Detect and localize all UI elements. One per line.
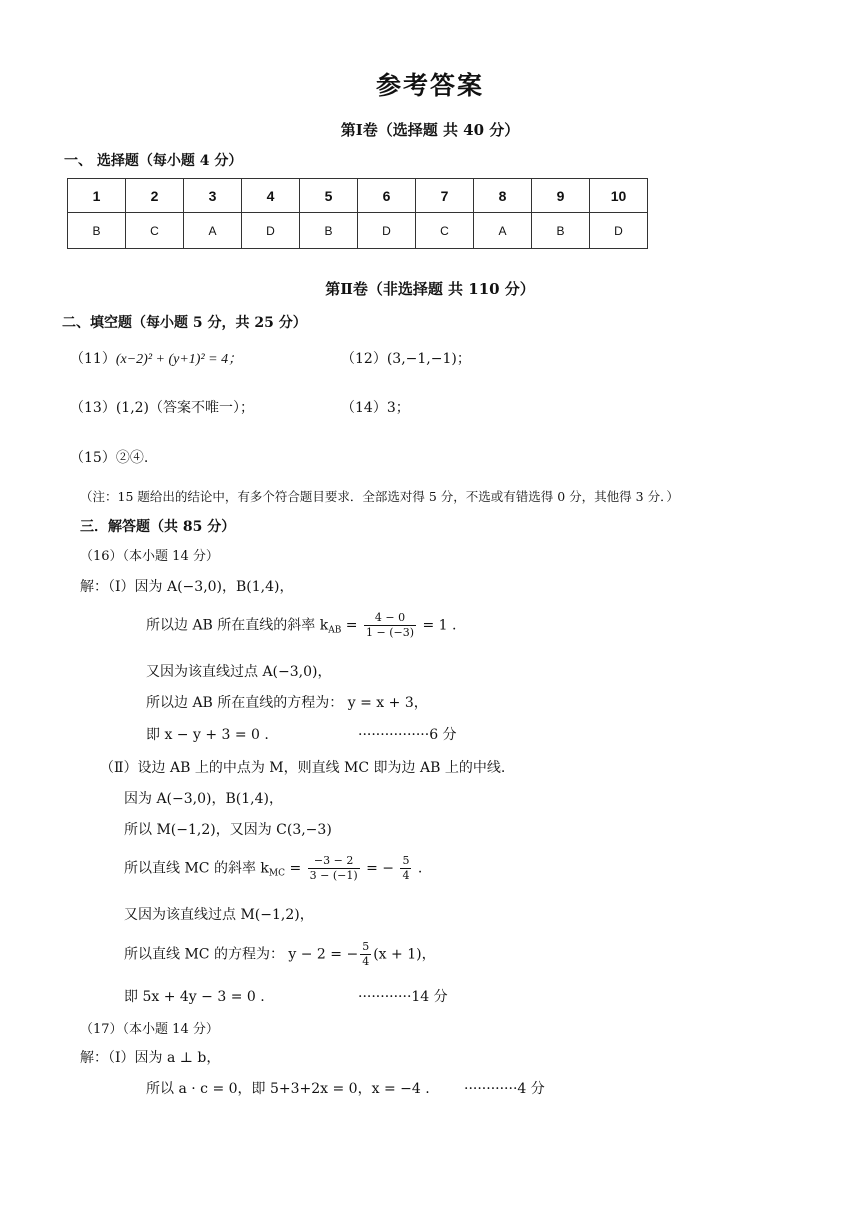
answer-cell: A: [474, 213, 532, 249]
section1-heading: 一、 选择题（每小题 4 分）: [64, 153, 243, 169]
question-number: 8: [474, 179, 532, 213]
section2-heading: 二、填空题（每小题 5 分，共 25 分）: [62, 315, 307, 331]
q16-line10: 又因为该直线过点 M(−1,2)，: [124, 907, 314, 923]
fraction-denominator: 1 − (−3): [366, 626, 415, 639]
answer-table: [67, 178, 648, 249]
fraction-denominator: 4: [402, 869, 410, 882]
q16-score-14: ············14 分: [358, 989, 448, 1005]
fill-label: （14）: [341, 400, 387, 416]
part2-heading: 第Ⅱ卷（非选择题 共 110 分）: [325, 280, 535, 298]
q17-heading: （17）（本小题 14 分）: [80, 1022, 219, 1037]
q16-eq-mc-text: 所以直线 MC 的方程为： y − 2 = −: [124, 946, 359, 963]
fraction-denominator: 4: [362, 955, 370, 968]
question-number: 1: [68, 179, 126, 213]
question-number: 7: [416, 179, 474, 213]
q16-line12: 即 5x + 4y − 3 = 0 .: [124, 989, 265, 1005]
answer-cell: A: [184, 213, 242, 249]
q16-slope-mc-fraction2: [400, 854, 411, 883]
fraction-denominator: 3 − (−1): [309, 869, 358, 882]
question-number: 9: [532, 179, 590, 213]
part1-heading: 第Ⅰ卷（选择题 共 40 分）: [340, 121, 520, 139]
fraction-numerator: 5: [402, 854, 410, 867]
q16-slope-sub: AB: [328, 625, 342, 636]
answer-cell: C: [126, 213, 184, 249]
question-number: 6: [358, 179, 416, 213]
answer-cell: D: [242, 213, 300, 249]
fill-value: (1,2)（答案不唯一）；: [115, 400, 255, 416]
fill-label: （13）: [70, 400, 116, 416]
fraction-numerator: 4 − 0: [364, 611, 416, 626]
q16-slope-mc-text: 所以直线 MC 的斜率 k: [124, 860, 269, 877]
answer-cell: B: [68, 213, 126, 249]
answer-table-answer-row: [68, 213, 648, 249]
q16-slope-mc-eq: =: [285, 860, 306, 877]
answer-cell: D: [590, 213, 648, 249]
q16-line5: 即 x − y + 3 = 0 .: [146, 727, 269, 743]
fill-answer-14: [341, 397, 410, 417]
page-title: 参考答案: [375, 71, 484, 100]
q16-slope-ab: [146, 611, 456, 640]
q16-eq-mc-end: (x + 1)，: [373, 946, 436, 963]
q16-slope-mc-fraction: [308, 854, 360, 883]
question-number: 5: [300, 179, 358, 213]
q17-score-4: ············4 分: [464, 1081, 545, 1097]
fill-answer-11: [70, 348, 242, 368]
q16-slope-eq: =: [341, 617, 362, 634]
q16-slope-result: = 1 .: [418, 617, 457, 634]
q16-slope-mc-sub: MC: [268, 868, 285, 879]
q16-slope-mc: [124, 854, 422, 883]
answer-cell: B: [300, 213, 358, 249]
answer-table-header-row: [68, 179, 648, 213]
fill-label: （11）: [70, 351, 116, 367]
q16-slope-mc-end: .: [413, 860, 423, 877]
q16-slope-mc-mid: = −: [361, 860, 399, 877]
q16-part2-intro: （Ⅱ）设边 AB 上的中点为 M，则直线 MC 即为边 AB 上的中线.: [100, 760, 506, 776]
q16-line1: 解：（Ⅰ）因为 A(−3,0)，B(1,4)，: [80, 579, 294, 595]
answer-cell: D: [358, 213, 416, 249]
fill-label: （12）: [341, 351, 387, 367]
fill-label: （15）: [70, 450, 116, 466]
q16-slope-text: 所以边 AB 所在直线的斜率 k: [146, 617, 329, 634]
fill-value: 3；: [386, 400, 410, 416]
fill-answer-12: [341, 348, 471, 368]
q16-line8: 所以 M(−1,2)，又因为 C(3,−3): [124, 822, 332, 838]
q16-eq-mc-fraction: [360, 940, 371, 969]
fraction-numerator: −3 − 2: [308, 854, 360, 869]
fill-value: (3,−1,−1)；: [386, 351, 471, 367]
question-number: 10: [590, 179, 648, 213]
fraction-numerator: 5: [362, 940, 370, 953]
q16-line3: 又因为该直线过点 A(−3,0)，: [146, 664, 332, 680]
question-number: 3: [184, 179, 242, 213]
q16-score-6: ················6 分: [358, 727, 457, 743]
scoring-note: （注：15 题给出的结论中，有多个符合题目要求．全部选对得 5 分，不选或有错选得 0 分，其他得 3 分．）: [80, 489, 679, 504]
fill-answer-15: [70, 447, 148, 467]
question-number: 4: [242, 179, 300, 213]
q16-line-equation-mc: [124, 940, 436, 969]
q17-line1: 解：（Ⅰ）因为 a ⊥ b，: [80, 1050, 221, 1066]
q16-line4: 所以边 AB 所在直线的方程为： y = x + 3，: [146, 695, 428, 711]
q16-slope-fraction: [364, 611, 416, 640]
section3-heading: 三．解答题（共 85 分）: [80, 519, 236, 535]
fill-value: ②④.: [115, 450, 149, 466]
q16-heading: （16）（本小题 14 分）: [80, 549, 219, 564]
fill-answer-13: [70, 397, 254, 417]
q16-line7: 因为 A(−3,0)，B(1,4)，: [124, 791, 283, 807]
q17-line2: 所以 a · c = 0，即 5+3+2x = 0，x = −4 .: [146, 1081, 430, 1097]
question-number: 2: [126, 179, 184, 213]
answer-cell: B: [532, 213, 590, 249]
answer-cell: C: [416, 213, 474, 249]
fill-value: (x−2)² + (y+1)² = 4；: [115, 352, 243, 367]
